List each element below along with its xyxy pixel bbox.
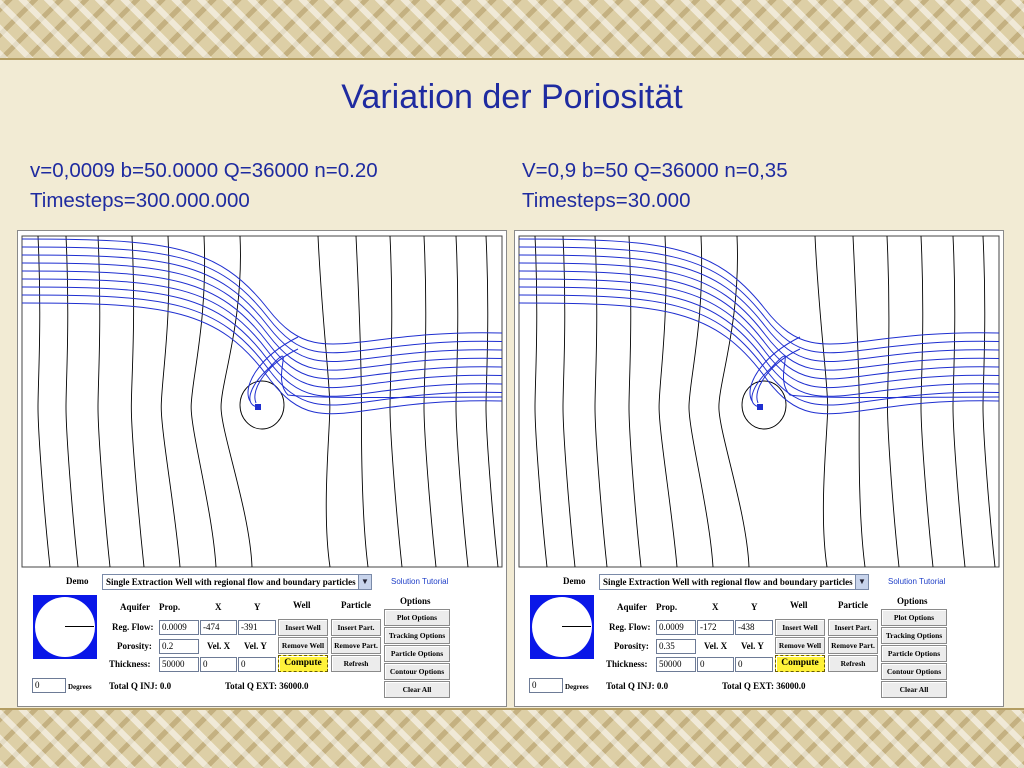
plot-options-button[interactable]: Plot Options xyxy=(881,609,947,626)
streamline xyxy=(22,287,502,396)
demo-select[interactable] xyxy=(599,574,869,590)
well-x-input[interactable]: -474 xyxy=(200,620,237,635)
equipotential-line xyxy=(887,236,899,567)
degrees-input[interactable]: 0 xyxy=(529,678,563,693)
degrees-input[interactable]: 0 xyxy=(32,678,66,693)
well-y-input[interactable]: -438 xyxy=(735,620,773,635)
streamline xyxy=(519,247,999,353)
contour-options-button[interactable]: Contour Options xyxy=(384,663,450,680)
dial-face xyxy=(35,597,95,657)
particle-header: Particle xyxy=(838,600,868,610)
demo-select-value: Single Extraction Well with regional flow and boundary particles xyxy=(603,577,853,587)
remove-particle-button[interactable]: Remove Part. xyxy=(828,637,878,654)
control-area xyxy=(515,568,1003,706)
total-ext-text: Total Q EXT: 36000.0 xyxy=(722,681,806,691)
slide-title: Variation der Poriosität xyxy=(341,78,683,116)
clear-all-button[interactable]: Clear All xyxy=(384,681,450,698)
direction-dial[interactable] xyxy=(33,595,97,659)
equipotential-line xyxy=(131,236,144,567)
equipotential-line xyxy=(659,236,677,567)
clear-all-button[interactable]: Clear All xyxy=(881,681,947,698)
plot-frame xyxy=(22,236,502,567)
demo-label: Demo xyxy=(563,576,586,586)
thickness-label: Thickness: xyxy=(606,659,648,669)
well-header: Well xyxy=(293,600,311,610)
vel-x-label: Vel. X xyxy=(704,641,728,651)
simulation-panel-left xyxy=(17,230,507,707)
options-header: Options xyxy=(897,596,928,606)
caption-right-timesteps: Timesteps=30.000 xyxy=(522,189,691,212)
reg-flow-label: Reg. Flow: xyxy=(112,622,154,632)
caption-left-params: v=0,0009 b=50.0000 Q=36000 n=0.20 xyxy=(30,159,378,182)
reg-flow-label: Reg. Flow: xyxy=(609,622,651,632)
equipotential-line xyxy=(563,236,575,567)
streamline xyxy=(519,271,999,379)
streamline xyxy=(519,295,999,405)
streamline xyxy=(22,255,502,361)
caption-left xyxy=(30,156,378,216)
prop-header: Prop. xyxy=(159,602,181,612)
streamline xyxy=(22,239,502,344)
insert-particle-button[interactable]: Insert Part. xyxy=(331,619,381,636)
equipotential-line xyxy=(38,236,50,567)
particle-options-button[interactable]: Particle Options xyxy=(881,645,947,662)
decorative-bottom-border xyxy=(0,710,1024,768)
streamline xyxy=(22,279,502,388)
control-area xyxy=(18,568,506,706)
equipotential-line xyxy=(595,236,607,567)
top-border-line xyxy=(0,58,1024,60)
streamline xyxy=(519,287,999,396)
thickness-input[interactable]: 50000 xyxy=(159,657,199,672)
caption-left-timesteps: Timesteps=300.000.000 xyxy=(30,189,250,212)
direction-dial[interactable] xyxy=(530,595,594,659)
equipotential-line xyxy=(161,236,180,567)
demo-select-value: Single Extraction Well with regional flow and boundary particles xyxy=(106,577,356,587)
total-inj-text: Total Q INJ: 0.0 xyxy=(606,681,669,691)
porosity-input[interactable]: 0.35 xyxy=(656,639,696,654)
flow-plot[interactable] xyxy=(515,231,1003,568)
contour-options-button[interactable]: Contour Options xyxy=(881,663,947,680)
porosity-input[interactable]: 0.2 xyxy=(159,639,199,654)
equipotential-line xyxy=(921,236,933,567)
vel-x-input[interactable]: 0 xyxy=(697,657,734,672)
chevron-down-icon[interactable]: ▼ xyxy=(855,575,868,589)
total-ext-text: Total Q EXT: 36000.0 xyxy=(225,681,309,691)
simulation-panel-right xyxy=(514,230,1004,707)
vel-y-input[interactable]: 0 xyxy=(735,657,773,672)
equipotential-line xyxy=(629,236,641,567)
thickness-label: Thickness: xyxy=(109,659,151,669)
streamline xyxy=(22,263,502,370)
prop-header: Prop. xyxy=(656,602,678,612)
tracking-options-button[interactable]: Tracking Options xyxy=(384,627,450,644)
y-header: Y xyxy=(254,602,261,612)
equipotential-line xyxy=(66,236,78,567)
insert-well-button[interactable]: Insert Well xyxy=(278,619,328,636)
streamline xyxy=(22,271,502,379)
options-header: Options xyxy=(400,596,431,606)
tracking-options-button[interactable]: Tracking Options xyxy=(881,627,947,644)
aquifer-header: Aquifer xyxy=(120,602,150,612)
particle-header: Particle xyxy=(341,600,371,610)
streamline xyxy=(519,239,999,344)
y-header: Y xyxy=(751,602,758,612)
porosity-label: Porosity: xyxy=(117,641,152,651)
reg-flow-input[interactable]: 0.0009 xyxy=(159,620,199,635)
equipotential-line xyxy=(486,236,498,567)
vel-y-input[interactable]: 0 xyxy=(238,657,276,672)
flow-plot[interactable] xyxy=(18,231,506,568)
equipotential-line xyxy=(535,236,547,567)
x-header: X xyxy=(712,602,719,612)
equipotential-line xyxy=(983,236,995,567)
chevron-down-icon[interactable]: ▼ xyxy=(358,575,371,589)
demo-label: Demo xyxy=(66,576,89,586)
vel-x-input[interactable]: 0 xyxy=(200,657,237,672)
equipotential-line xyxy=(318,236,330,567)
streamline xyxy=(519,263,999,370)
extraction-well-marker xyxy=(255,404,261,410)
degrees-label: Degrees xyxy=(68,683,92,691)
degrees-label: Degrees xyxy=(565,683,589,691)
equipotential-line xyxy=(815,236,828,567)
streamline xyxy=(519,279,999,388)
compute-button[interactable]: Compute xyxy=(775,655,825,672)
caption-right xyxy=(522,156,788,216)
reg-flow-input[interactable]: 0.0009 xyxy=(656,620,696,635)
streamline xyxy=(22,295,502,405)
remove-well-button[interactable]: Remove Well xyxy=(278,637,328,654)
refresh-button[interactable]: Refresh xyxy=(331,655,381,672)
solution-tutorial-link[interactable]: Solution Tutorial xyxy=(888,577,946,586)
streamline xyxy=(519,255,999,361)
compute-button[interactable]: Compute xyxy=(278,655,328,672)
thickness-input[interactable]: 50000 xyxy=(656,657,696,672)
aquifer-header: Aquifer xyxy=(617,602,647,612)
plot-frame xyxy=(519,236,999,567)
remove-particle-button[interactable]: Remove Part. xyxy=(331,637,381,654)
insert-particle-button[interactable]: Insert Part. xyxy=(828,619,878,636)
refresh-button[interactable]: Refresh xyxy=(828,655,878,672)
solution-tutorial-link[interactable]: Solution Tutorial xyxy=(391,577,449,586)
x-header: X xyxy=(215,602,222,612)
total-inj-text: Total Q INJ: 0.0 xyxy=(109,681,172,691)
vel-y-label: Vel. Y xyxy=(244,641,267,651)
porosity-label: Porosity: xyxy=(614,641,649,651)
decorative-top-border xyxy=(0,0,1024,58)
particle-options-button[interactable]: Particle Options xyxy=(384,645,450,662)
extraction-well-marker xyxy=(757,404,763,410)
equipotential-line xyxy=(390,236,402,567)
remove-well-button[interactable]: Remove Well xyxy=(775,637,825,654)
plot-options-button[interactable]: Plot Options xyxy=(384,609,450,626)
vel-x-label: Vel. X xyxy=(207,641,231,651)
dial-face xyxy=(532,597,592,657)
vel-y-label: Vel. Y xyxy=(741,641,764,651)
well-equipotential-loop xyxy=(742,381,786,429)
insert-well-button[interactable]: Insert Well xyxy=(775,619,825,636)
demo-select[interactable] xyxy=(102,574,372,590)
well-y-input[interactable]: -391 xyxy=(238,620,276,635)
streamline xyxy=(22,247,502,353)
dial-hand xyxy=(562,626,591,627)
equipotential-line xyxy=(98,236,110,567)
well-x-input[interactable]: -172 xyxy=(697,620,734,635)
well-header: Well xyxy=(790,600,808,610)
equipotential-line xyxy=(424,236,436,567)
caption-right-params: V=0,9 b=50 Q=36000 n=0,35 xyxy=(522,159,788,182)
dial-hand xyxy=(65,626,94,627)
streamline xyxy=(752,356,999,407)
